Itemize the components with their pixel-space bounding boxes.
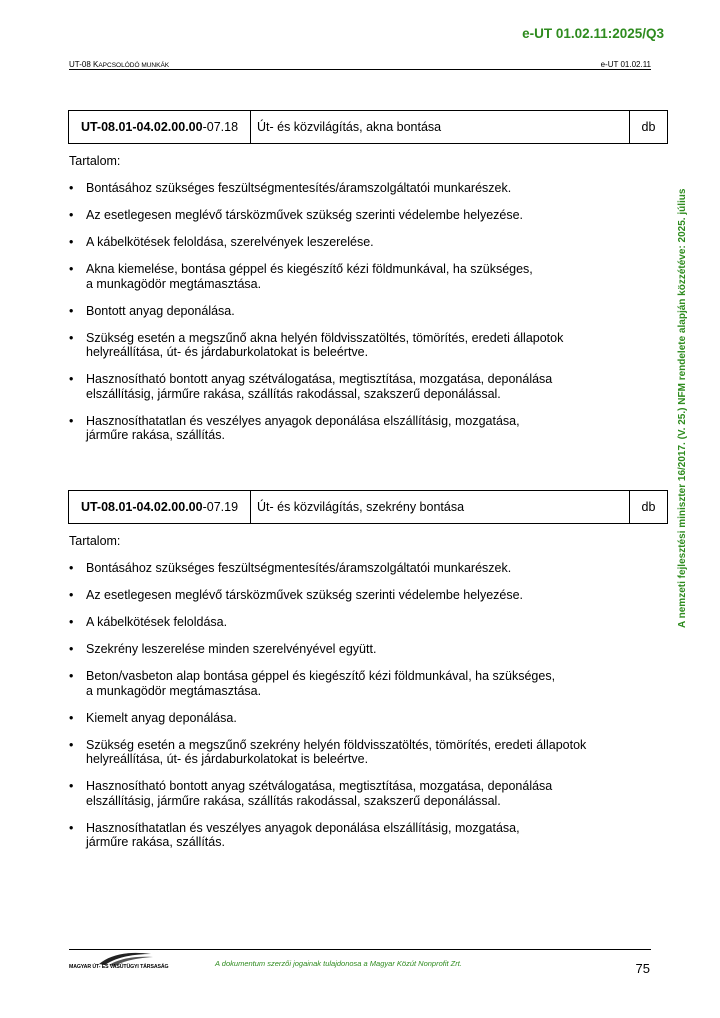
item-code-main: UT-08.01-04.02.00.00 [80,500,203,514]
list-item: • A kábelkötések feloldása. [69,615,629,630]
list-item: • Akna kiemelése, bontása géppel és kiegészítő kézi földmunkával, ha szükséges, a munkagödör megtámasztása. [69,262,629,291]
chapter-prefix: UT-08 K [69,60,99,69]
content-list-1 [69,181,629,455]
header-rule [69,69,651,70]
list-item: • Bontott anyag deponálása. [69,304,629,319]
list-item: • Hasznosítható bontott anyag szétválogatása, megtisztítása, mozgatása, deponálása elszállításig, járműre rakása, szállítás rakodással, szakszerű deponálással. [69,779,629,808]
chapter-header [69,60,169,69]
content-label: Tartalom: [69,154,121,168]
chapter-name: APCSOLÓDÓ MUNKÁK [98,62,170,69]
document-code: e-UT 01.02.11:2025/Q3 [522,26,664,41]
page-number: 75 [635,961,650,976]
list-item: • Hasznosíthatatlan és veszélyes anyagok deponálása elszállításig, mozgatása, járműre rakása, szállítás. [69,821,629,850]
list-item: • Beton/vasbeton alap bontása géppel és kiegészítő kézi földmunkával, ha szükséges, a munkagödör megtámasztása. [69,669,629,698]
list-item: • Bontásához szükséges feszültségmentesítés/áramszolgáltatói munkarészek. [69,181,629,196]
header-doc-id: e-UT 01.02.11 [600,60,651,69]
list-item: • Az esetlegesen meglévő társközművek szükség szerinti védelembe helyezése. [69,588,629,603]
publication-side-note: A nemzeti fejlesztési miniszter 16/2017. (V. 25.) NFM rendelete alapján közzétéve: 2025. július [677,188,688,628]
item-title: Út- és közvilágítás, akna bontása [251,111,630,143]
list-item: • Szekrény leszerelése minden szerelvényével együtt. [69,642,629,657]
list-item: • Az esetlegesen meglévő társközművek szükség szerinti védelembe helyezése. [69,208,629,223]
list-item: • Hasznosítható bontott anyag szétválogatása, megtisztítása, mozgatása, deponálása elszállításig, járműre rakása, szállítás rakodással, szakszerű deponálással. [69,372,629,401]
item-code-suffix: -07.19 [202,500,239,514]
item-table-1 [68,110,668,144]
company-logo-text: MAGYAR ÚT- ÉS VASÚTÜGYI TÁRSASÁG [69,964,169,970]
list-item: • Bontásához szükséges feszültségmentesítés/áramszolgáltatói munkarészek. [69,561,629,576]
item-code [69,491,251,523]
list-item: • Hasznosíthatatlan és veszélyes anyagok deponálása elszállításig, mozgatása, járműre rakása, szállítás. [69,414,629,443]
item-code [69,111,251,143]
list-item: • Szükség esetén a megszűnő akna helyén földvisszatöltés, tömörítés, eredeti állapotok helyreállítása, út- és járdaburkolatokat is beleértve. [69,331,629,360]
item-title: Út- és közvilágítás, szekrény bontása [251,491,630,523]
list-item: • Kiemelt anyag deponálása. [69,711,629,726]
item-code-suffix: -07.18 [202,120,239,134]
item-table-2 [68,490,668,524]
list-item: • A kábelkötések feloldása, szerelvények leszerelése. [69,235,629,250]
item-code-main: UT-08.01-04.02.00.00 [80,120,203,134]
content-list-2 [69,561,629,862]
item-unit: db [641,120,656,134]
item-unit: db [641,500,656,514]
copyright-notice: A dokumentum szerzői jogainak tulajdonosa a Magyar Közút Nonprofit Zrt. [215,959,462,968]
list-item: • Szükség esetén a megszűnő szekrény helyén földvisszatöltés, tömörítés, eredeti állapotok helyreállítása, út- és járdaburkolatokat is beleértve. [69,738,629,767]
content-label: Tartalom: [69,534,121,548]
